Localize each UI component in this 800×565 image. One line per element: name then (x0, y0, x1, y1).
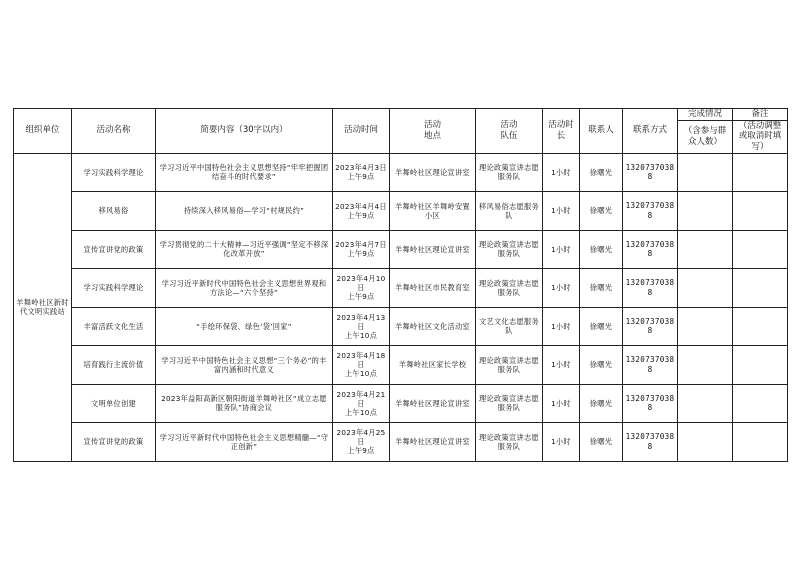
header-time: 活动时间 (333, 109, 390, 154)
header-contact: 联系人 (580, 109, 623, 154)
activity-duration: 1小时 (543, 346, 580, 385)
activity-phone: 13207370388 (623, 269, 678, 308)
activity-team: 理论政策宣讲志愿服务队 (476, 346, 543, 385)
header-phone: 联系方式 (623, 109, 678, 154)
activity-phone: 13207370388 (623, 346, 678, 385)
activity-phone: 13207370388 (623, 192, 678, 231)
org-unit-cell: 羊舞岭社区新时代文明实践站 (14, 153, 72, 461)
activity-place: 羊舞岭社区羊舞岭安置小区 (390, 192, 476, 231)
activity-duration: 1小时 (543, 153, 580, 192)
activity-duration: 1小时 (543, 269, 580, 308)
activity-place: 羊舞岭社区理论宣讲室 (390, 423, 476, 462)
header-completion: 完成情况 (678, 109, 733, 121)
activity-team: 理论政策宣讲志愿服务队 (476, 269, 543, 308)
activity-content: 学习习近平中国特色社会主义思想坚持“牢牢把握团结奋斗的时代要求” (156, 153, 333, 192)
activity-remark (733, 153, 788, 192)
activity-remark (733, 346, 788, 385)
activity-phone: 13207370388 (623, 230, 678, 269)
activity-contact: 徐曙光 (580, 230, 623, 269)
activity-place: 羊舞岭社区理论宣讲室 (390, 153, 476, 192)
activity-content: 学习习近平中国特色社会主义思想“三个务必”的丰富内涵和时代意义 (156, 346, 333, 385)
activity-name: 移风易俗 (72, 192, 156, 231)
activity-time: 2023年4月25 日 上午9点 (333, 423, 390, 462)
header-activity: 活动名称 (72, 109, 156, 154)
activity-remark (733, 423, 788, 462)
table-row (14, 423, 788, 462)
activity-content: 学习习近平新时代中国特色社会主义思想世界观和方法论—“六个坚持” (156, 269, 333, 308)
activity-content: 学习习近平新时代中国特色社会主义思想精髓—“守正创新” (156, 423, 333, 462)
activity-contact: 徐曙光 (580, 192, 623, 231)
activity-completion (678, 384, 733, 423)
table-row (14, 153, 788, 192)
header-completion-sub: （含参与群众人数） (678, 120, 733, 153)
activity-team: 理论政策宣讲志愿服务队 (476, 384, 543, 423)
activity-completion (678, 230, 733, 269)
activity-name: 培育践行主流价值 (72, 346, 156, 385)
activity-duration: 1小时 (543, 192, 580, 231)
activity-time: 2023年4月4日 上午9点 (333, 192, 390, 231)
activity-name: 学习实践科学理论 (72, 153, 156, 192)
activity-time: 2023年4月7日 上午9点 (333, 230, 390, 269)
activity-contact: 徐曙光 (580, 153, 623, 192)
table-row (14, 307, 788, 346)
activity-completion (678, 153, 733, 192)
activity-schedule-table (13, 108, 788, 462)
header-place: 活动 地点 (390, 109, 476, 154)
activity-place: 羊舞岭社区家长学校 (390, 346, 476, 385)
activity-content: “手绘环保袋、绿色‘袋’回家” (156, 307, 333, 346)
header-remark: 备注 (733, 109, 788, 121)
activity-content: 持续深入移风易俗—学习“村规民约” (156, 192, 333, 231)
header-duration: 活动时长 (543, 109, 580, 154)
activity-duration: 1小时 (543, 230, 580, 269)
activity-name: 宣传宣讲党的政策 (72, 230, 156, 269)
activity-team: 理论政策宣讲志愿服务队 (476, 423, 543, 462)
header-org: 组织单位 (14, 109, 72, 154)
table-row (14, 384, 788, 423)
table-row (14, 192, 788, 231)
activity-name: 学习实践科学理论 (72, 269, 156, 308)
activity-place: 羊舞岭社区理论宣讲室 (390, 230, 476, 269)
activity-team: 文艺文化志愿服务队 (476, 307, 543, 346)
activity-phone: 13207370388 (623, 384, 678, 423)
activity-name: 宣传宣讲党的政策 (72, 423, 156, 462)
activity-place: 羊舞岭社区市民教育室 (390, 269, 476, 308)
activity-place: 羊舞岭社区理论宣讲室 (390, 384, 476, 423)
activity-time: 2023年4月18 日 上午10点 (333, 346, 390, 385)
activity-completion (678, 269, 733, 308)
table-row (14, 269, 788, 308)
activity-name: 丰富活跃文化生活 (72, 307, 156, 346)
activity-time: 2023年4月13 日 上午10点 (333, 307, 390, 346)
table-row (14, 346, 788, 385)
activity-team: 理论政策宣讲志愿服务队 (476, 230, 543, 269)
activity-team: 移风易俗志愿服务队 (476, 192, 543, 231)
activity-time: 2023年4月10 日 上午9点 (333, 269, 390, 308)
activity-phone: 13207370388 (623, 423, 678, 462)
activity-completion (678, 423, 733, 462)
activity-duration: 1小时 (543, 384, 580, 423)
activity-content: 学习贯彻党的二十大精神—习近平强调“坚定不移深化改革开放” (156, 230, 333, 269)
activity-contact: 徐曙光 (580, 346, 623, 385)
activity-contact: 徐曙光 (580, 384, 623, 423)
activity-duration: 1小时 (543, 307, 580, 346)
table-row (14, 230, 788, 269)
activity-remark (733, 384, 788, 423)
header-team: 活动 队伍 (476, 109, 543, 154)
activity-completion (678, 192, 733, 231)
activity-remark (733, 307, 788, 346)
activity-content: 2023年益阳高新区朝阳街道羊舞岭社区“成立志愿服务队”协商会议 (156, 384, 333, 423)
activity-remark (733, 230, 788, 269)
activity-contact: 徐曙光 (580, 423, 623, 462)
activity-duration: 1小时 (543, 423, 580, 462)
header-content: 简要内容（30字以内） (156, 109, 333, 154)
activity-name: 文明单位创建 (72, 384, 156, 423)
activity-contact: 徐曙光 (580, 307, 623, 346)
activity-remark (733, 192, 788, 231)
activity-time: 2023年4月21 日 上午10点 (333, 384, 390, 423)
activity-completion (678, 346, 733, 385)
activity-completion (678, 307, 733, 346)
activity-time: 2023年4月3日 上午9点 (333, 153, 390, 192)
activity-remark (733, 269, 788, 308)
header-remark-sub: （活动调整或取消时填写） (733, 120, 788, 153)
activity-team: 理论政策宣讲志愿服务队 (476, 153, 543, 192)
activity-place: 羊舞岭社区文化活动室 (390, 307, 476, 346)
activity-phone: 13207370388 (623, 153, 678, 192)
activity-phone: 13207370388 (623, 307, 678, 346)
activity-contact: 徐曙光 (580, 269, 623, 308)
